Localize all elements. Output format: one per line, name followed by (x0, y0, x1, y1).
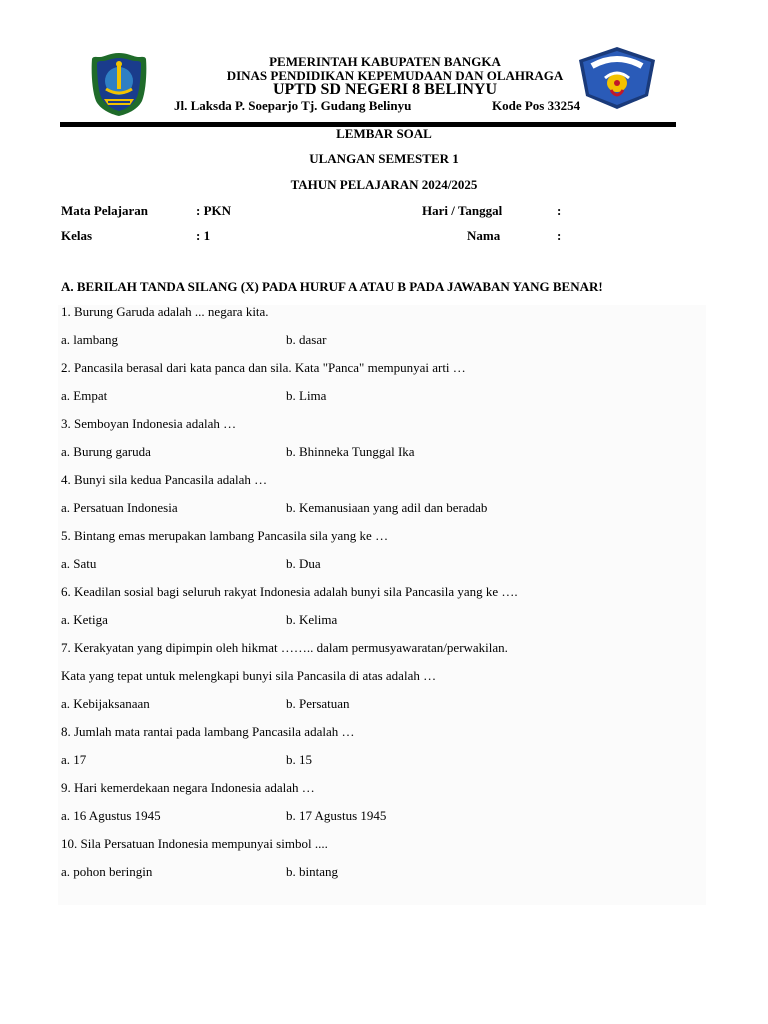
school-year-title: TAHUN PELAJARAN 2024/2025 (290, 177, 478, 192)
question-4-option-b: b. Kemanusiaan yang adil dan beradab (286, 500, 488, 515)
question-1-option-a: a. lambang (61, 332, 119, 347)
question-7-option-a: a. Kebijaksanaan (61, 696, 150, 711)
question-9-option-b: b. 17 Agustus 1945 (286, 808, 387, 823)
question-9-option-a: a. 16 Agustus 1945 (61, 808, 161, 823)
question-6: 6. Keadilan sosial bagi seluruh rakyat Indonesia adalah bunyi sila Pancasila yang ke …. (61, 584, 518, 599)
bangka-regency-emblem-icon (90, 51, 148, 117)
question-2-option-a: a. Empat (61, 388, 108, 403)
question-9: 9. Hari kemerdekaan negara Indonesia adalah … (61, 780, 315, 795)
exam-title: ULANGAN SEMESTER 1 (309, 151, 459, 166)
question-5-option-b: b. Dua (286, 556, 321, 571)
letterhead-line-2: DINAS PENDIDIKAN KEPEMUDAAN DAN OLAHRAGA (226, 68, 564, 83)
date-label: Hari / Tanggal (422, 203, 503, 218)
question-4-option-a: a. Persatuan Indonesia (61, 500, 178, 515)
question-1: 1. Burung Garuda adalah ... negara kita. (61, 304, 269, 319)
question-4: 4. Bunyi sila kedua Pancasila adalah … (61, 472, 268, 487)
question-8-option-a: a. 17 (61, 752, 87, 767)
subject-value: : PKN (196, 203, 232, 218)
question-1-option-b: b. dasar (286, 332, 327, 347)
question-7-prompt: Kata yang tepat untuk melengkapi bunyi sila Pancasila di atas adalah … (61, 668, 437, 683)
letterhead-line-1: PEMERINTAH KABUPATEN BANGKA (269, 54, 501, 69)
question-5: 5. Bintang emas merupakan lambang Pancasila sila yang ke … (61, 528, 389, 543)
question-8-option-b: b. 15 (286, 752, 312, 767)
section-a-instruction: A. BERILAH TANDA SILANG (X) PADA HURUF A ATAU B PADA JAWABAN YANG BENAR! (61, 279, 603, 294)
question-6-option-b: b. Kelima (286, 612, 338, 627)
question-10: 10. Sila Persatuan Indonesia mempunyai simbol .... (61, 836, 328, 851)
question-10-option-b: b. bintang (286, 864, 338, 879)
school-address: Jl. Laksda P. Soeparjo Tj. Gudang Belinyu (174, 98, 412, 113)
question-8: 8. Jumlah mata rantai pada lambang Pancasila adalah … (61, 724, 355, 739)
question-6-option-a: a. Ketiga (61, 612, 108, 627)
class-label: Kelas (61, 228, 93, 243)
question-7-option-b: b. Persatuan (286, 696, 350, 711)
question-3-option-a: a. Burung garuda (61, 444, 151, 459)
class-value: : 1 (196, 228, 211, 243)
name-value: : (557, 228, 562, 243)
question-2-option-b: b. Lima (286, 388, 327, 403)
school-name: UPTD SD NEGERI 8 BELINYU (272, 81, 498, 98)
postal-code: Kode Pos 33254 (492, 98, 581, 113)
name-label: Nama (467, 228, 501, 243)
question-5-option-a: a. Satu (61, 556, 97, 571)
question-10-option-a: a. pohon beringin (61, 864, 153, 879)
question-2: 2. Pancasila berasal dari kata panca dan sila. Kata "Panca" mempunyai arti … (61, 360, 466, 375)
question-3: 3. Semboyan Indonesia adalah … (61, 416, 237, 431)
subject-label: Mata Pelajaran (61, 203, 149, 218)
doc-title: LEMBAR SOAL (336, 126, 432, 141)
question-3-option-b: b. Bhinneka Tunggal Ika (286, 444, 415, 459)
question-7: 7. Kerakyatan yang dipimpin oleh hikmat …….. dalam permusyawaratan/perwakilan. (61, 640, 508, 655)
date-value: : (557, 203, 562, 218)
